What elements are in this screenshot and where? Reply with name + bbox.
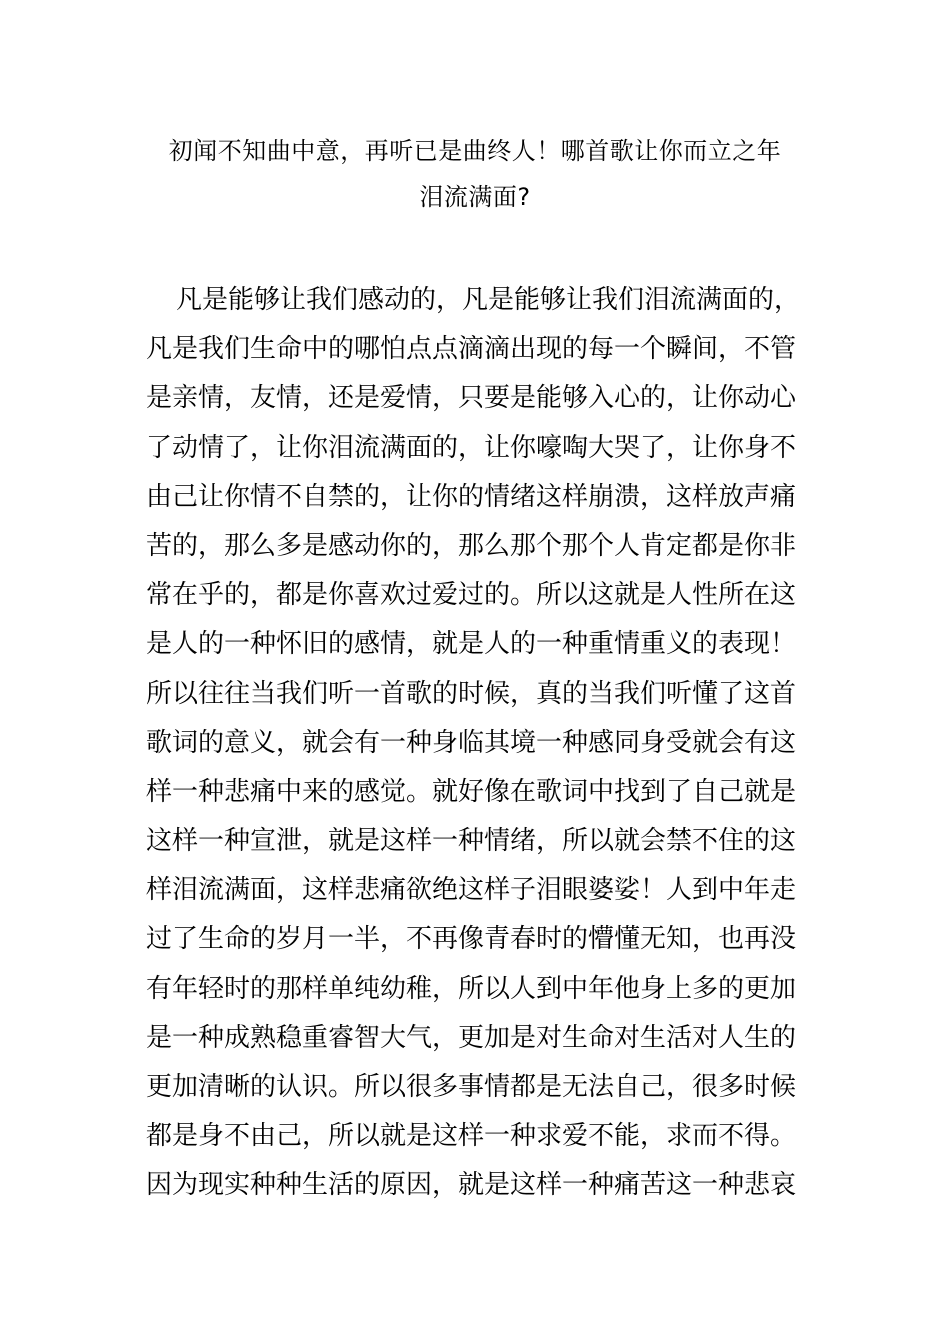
- body-line: 凡是能够让我们感动的，凡是能够让我们泪流满面的，: [176, 285, 801, 315]
- document-title: [140, 128, 810, 220]
- body-line: 有年轻时的那样单纯幼稚，所以人到中年他身上多的更加: [146, 973, 797, 1004]
- title-line-2: 泪流满面?: [419, 183, 531, 211]
- body-line: 是人的一种怀旧的感情，就是人的一种重情重义的表现！: [146, 629, 797, 660]
- body-line: 由己让你情不自禁的，让你的情绪这样崩溃，这样放声痛: [146, 481, 797, 512]
- body-line: 因为现实种种生活的原因，就是这样一种痛苦这一种悲哀: [146, 1170, 797, 1201]
- body-line: 了动情了，让你泪流满面的，让你嚎啕大哭了，让你身不: [146, 432, 797, 463]
- body-line: 苦的，那么多是感动你的，那么那个那个人肯定都是你非: [146, 530, 797, 561]
- body-line: 样一种悲痛中来的感觉。就好像在歌词中找到了自己就是: [146, 776, 797, 807]
- body-line: 样泪流满面，这样悲痛欲绝这样子泪眼婆娑！人到中年走: [146, 875, 797, 906]
- body-line: 所以往往当我们听一首歌的时候，真的当我们听懂了这首: [146, 678, 797, 709]
- body-line: 歌词的意义，就会有一种身临其境一种感同身受就会有这: [146, 727, 797, 758]
- document-body: [146, 276, 806, 1211]
- title-line-1: 初闻不知曲中意，再听已是曲终人！哪首歌让你而立之年: [168, 137, 782, 165]
- body-line: 都是身不由己，所以就是这样一种求爱不能，求而不得。: [146, 1121, 797, 1152]
- body-line: 这样一种宣泄，就是这样一种情绪，所以就会禁不住的这: [146, 826, 797, 857]
- body-line: 是一种成熟稳重睿智大气，更加是对生命对生活对人生的: [146, 1022, 797, 1053]
- body-line: 常在乎的，都是你喜欢过爱过的。所以这就是人性所在这: [146, 580, 797, 611]
- body-line: 更加清晰的认识。所以很多事情都是无法自己，很多时候: [146, 1072, 797, 1102]
- body-line: 过了生命的岁月一半，不再像青春时的懵懂无知，也再没: [146, 924, 797, 955]
- body-line: 凡是我们生命中的哪怕点点滴滴出现的每一个瞬间，不管: [146, 334, 797, 365]
- body-line: 是亲情，友情，还是爱情，只要是能够入心的，让你动心: [146, 383, 797, 414]
